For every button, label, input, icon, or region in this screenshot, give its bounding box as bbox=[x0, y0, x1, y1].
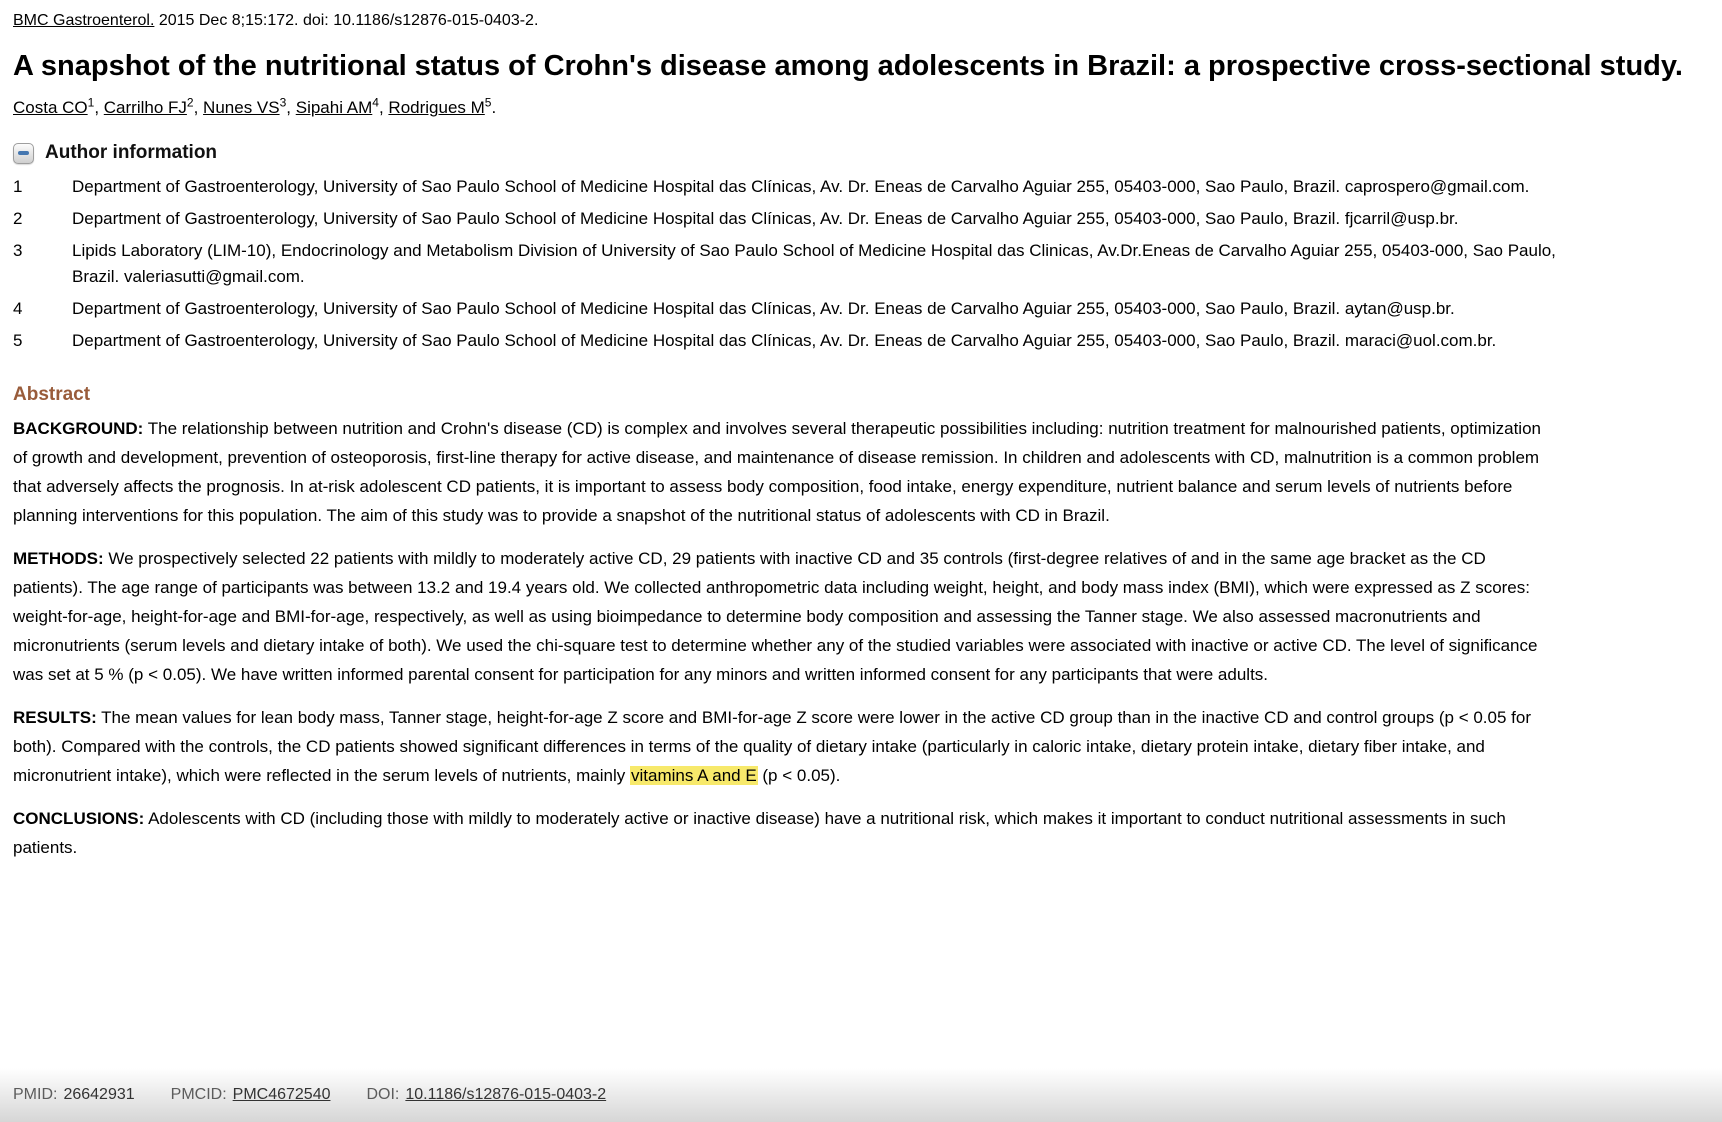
affiliation-text: Department of Gastroenterology, University of Sao Paulo School of Medicine Hospital das Clínicas, Av. Dr. Eneas de Carvalho Aguiar 255, 05403-000, Sao Paulo, Brazil. maraci@uol.com.br. bbox=[72, 331, 1497, 351]
author-link[interactable]: Costa CO bbox=[13, 98, 88, 118]
pmid-label: PMID: bbox=[13, 1086, 58, 1103]
author bbox=[203, 95, 296, 118]
affiliation-text: Lipids Laboratory (LIM-10), Endocrinology and Metabolism Division of University of Sao Paulo School of Medicine Hospital das Clinicas, Av.Dr.Eneas de Carvalho Aguiar 255, 05403-000, Sao Paulo, Brazil. valeriasutti@gmail.com. bbox=[72, 241, 1556, 287]
abstract-conclusions-paragraph bbox=[13, 804, 1558, 862]
methods-label: METHODS: bbox=[13, 549, 104, 569]
affiliation-item bbox=[13, 296, 1708, 322]
background-text: The relationship between nutrition and Crohn's disease (CD) is complex and involves several therapeutic possibilities including: nutrition treatment for malnourished patients, optimization of growth and development, prevention of osteoporosis, first-line therapy for active disease, and maintenance of disease remission. In children and adolescents with CD, malnutrition is a common problem that adversely affects the prognosis. In at-risk adolescent CD patients, it is important to assess body composition, food intake, energy expenditure, nutrient balance and serum levels of nutrients before planning interventions for this population. The aim of this study was to provide a snapshot of the nutritional status of adolescents with CD in Brazil. bbox=[13, 419, 1541, 526]
affiliation-number: 5 bbox=[13, 331, 23, 351]
author-affiliation-sup: 4 bbox=[372, 95, 379, 110]
author bbox=[103, 95, 204, 118]
authors-line bbox=[13, 95, 1708, 118]
results-text-after: (p < 0.05). bbox=[757, 766, 841, 786]
abstract-heading: Abstract bbox=[13, 384, 91, 406]
pmcid-link[interactable]: PMC4672540 bbox=[232, 1086, 331, 1103]
author-link[interactable]: Rodrigues M bbox=[388, 98, 485, 118]
doi-group bbox=[366, 1086, 606, 1104]
author-information-header bbox=[13, 142, 1708, 164]
affiliation-number: 2 bbox=[13, 209, 23, 229]
author-separator: , bbox=[94, 98, 104, 118]
pmcid-label: PMCID: bbox=[170, 1086, 227, 1103]
author-separator: , bbox=[193, 98, 204, 118]
abstract-results-paragraph bbox=[13, 703, 1558, 790]
author-separator: , bbox=[286, 98, 296, 118]
affiliation-text: Department of Gastroenterology, University of Sao Paulo School of Medicine Hospital das Clínicas, Av. Dr. Eneas de Carvalho Aguiar 255, 05403-000, Sao Paulo, Brazil. caprospero@gmail.com. bbox=[72, 177, 1530, 197]
collapse-toggle-button[interactable] bbox=[13, 143, 34, 164]
affiliation-number: 4 bbox=[13, 299, 23, 319]
article-title: A snapshot of the nutritional status of Crohn's disease among adolescents in Brazil: a prospective cross-sectional study. bbox=[13, 50, 1683, 82]
doi-link[interactable]: 10.1186/s12876-015-0403-2 bbox=[405, 1086, 607, 1103]
conclusions-text: Adolescents with CD (including those with mildly to moderately active or inactive disease) have a nutritional risk, which makes it important to conduct nutritional assessments in such patients. bbox=[13, 809, 1506, 858]
background-label: BACKGROUND: bbox=[13, 419, 144, 439]
abstract-background-paragraph bbox=[13, 414, 1558, 530]
identifier-footer bbox=[0, 1068, 1722, 1122]
author bbox=[13, 95, 104, 118]
author-affiliation-sup: 1 bbox=[87, 95, 95, 110]
minus-icon bbox=[18, 151, 29, 155]
abstract-methods-paragraph bbox=[13, 544, 1558, 689]
highlighted-text: vitamins A and E bbox=[630, 766, 757, 786]
pmid-value: 26642931 bbox=[63, 1086, 135, 1103]
conclusions-label: CONCLUSIONS: bbox=[13, 809, 145, 829]
author-link[interactable]: Sipahi AM bbox=[295, 98, 373, 118]
methods-text: We prospectively selected 22 patients with mildly to moderately active CD, 29 patients with inactive CD and 35 controls (first-degree relatives of and in the same age bracket as the CD patients). The age range of participants was between 13.2 and 19.4 years old. We collected anthropometric data including weight, height, and body mass index (BMI), which were expressed as Z scores: weight-for-age, height-for-age and BMI-for-age, respectively, as well as using bioimpedance to determine body composition and assessing the Tanner stage. We also assessed macronutrients and micronutrients (serum levels and dietary intake of both). We used the chi-square test to determine whether any of the studied variables were associated with inactive or active CD. The level of significance was set at 5 % (p < 0.05). We have written informed parental consent for participation for any minors and written informed consent for any participants that were adults. bbox=[13, 549, 1538, 685]
author-link[interactable]: Nunes VS bbox=[203, 98, 280, 118]
affiliation-item bbox=[13, 174, 1708, 200]
affiliation-text: Department of Gastroenterology, University of Sao Paulo School of Medicine Hospital das Clínicas, Av. Dr. Eneas de Carvalho Aguiar 255, 05403-000, Sao Paulo, Brazil. fjcarril@usp.br. bbox=[72, 209, 1459, 229]
doi-label: DOI: bbox=[366, 1086, 400, 1103]
author bbox=[388, 95, 497, 118]
author-affiliation-sup: 5 bbox=[484, 95, 492, 110]
journal-link[interactable]: BMC Gastroenterol. bbox=[13, 12, 155, 29]
results-label: RESULTS: bbox=[13, 708, 97, 728]
affiliation-text: Department of Gastroenterology, University of Sao Paulo School of Medicine Hospital das Clínicas, Av. Dr. Eneas de Carvalho Aguiar 255, 05403-000, Sao Paulo, Brazil. aytan@usp.br. bbox=[72, 299, 1455, 319]
pmid-group bbox=[13, 1086, 135, 1104]
journal-citation bbox=[13, 12, 1708, 30]
affiliation-number: 3 bbox=[13, 241, 23, 261]
author-information-heading: Author information bbox=[45, 142, 218, 164]
author-separator: , bbox=[378, 98, 389, 118]
author bbox=[295, 95, 389, 118]
author-affiliation-sup: 2 bbox=[186, 95, 194, 110]
affiliation-item bbox=[13, 328, 1708, 354]
pmcid-group bbox=[171, 1086, 331, 1104]
author-link[interactable]: Carrilho FJ bbox=[103, 98, 187, 118]
affiliations-list bbox=[13, 174, 1708, 354]
author-affiliation-sup: 3 bbox=[279, 95, 287, 110]
affiliation-item bbox=[13, 238, 1708, 290]
affiliation-item bbox=[13, 206, 1708, 232]
affiliation-number: 1 bbox=[13, 177, 23, 197]
author-separator: . bbox=[491, 98, 497, 118]
citation-text: 2015 Dec 8;15:172. doi: 10.1186/s12876-015-0403-2. bbox=[154, 12, 539, 29]
results-text-before: The mean values for lean body mass, Tanner stage, height-for-age Z score and BMI-for-age Z score were lower in the active CD group than in the inactive CD and control groups (p < 0.05 for both). Compared with the controls, the CD patients showed significant differences in terms of the quality of dietary intake (particularly in caloric intake, dietary protein intake, dietary fiber intake, and micronutrient intake), which were reflected in the serum levels of nutrients, mainly bbox=[13, 708, 1532, 786]
